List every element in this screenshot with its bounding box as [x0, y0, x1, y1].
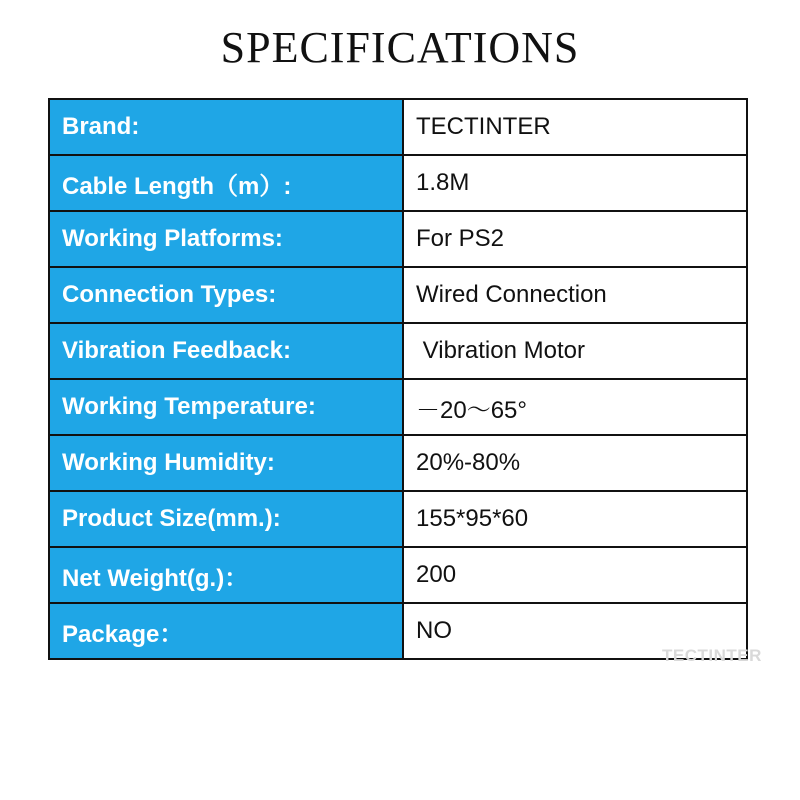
spec-label-working-humidity: Working Humidity: [49, 435, 403, 491]
spec-label-working-temperature: Working Temperature: [49, 379, 403, 435]
spec-label-product-size: Product Size(mm.): [49, 491, 403, 547]
table-row [49, 603, 747, 659]
spec-label-net-weight: Net Weight(g.)： [49, 547, 403, 603]
spec-label-connection-types: Connection Types: [49, 267, 403, 323]
table-row [49, 323, 747, 379]
specifications-table [48, 98, 748, 660]
spec-value-brand: TECTINTER [403, 99, 747, 155]
table-row [49, 379, 747, 435]
table-row [49, 547, 747, 603]
table-row [49, 435, 747, 491]
spec-label-vibration-feedback: Vibration Feedback: [49, 323, 403, 379]
spec-label-working-platforms: Working Platforms: [49, 211, 403, 267]
spec-value-vibration-feedback: Vibration Motor [403, 323, 747, 379]
table-row [49, 491, 747, 547]
page-title: SPECIFICATIONS [220, 23, 580, 72]
table-row [49, 155, 747, 211]
spec-label-package: Package： [49, 603, 403, 659]
table-row [49, 267, 747, 323]
spec-label-cable-length: Cable Length（m）: [49, 155, 403, 211]
spec-value-package: NO [403, 603, 747, 659]
spec-value-net-weight: 200 [403, 547, 747, 603]
table-row [49, 99, 747, 155]
spec-value-working-temperature: －20～65° [403, 379, 747, 435]
spec-value-product-size: 155*95*60 [403, 491, 747, 547]
spec-value-connection-types: Wired Connection [403, 267, 747, 323]
spec-value-working-platforms: For PS2 [403, 211, 747, 267]
brand-watermark: TECTINTER [662, 646, 762, 665]
spec-value-working-humidity: 20%-80% [403, 435, 747, 491]
spec-value-cable-length: 1.8M [403, 155, 747, 211]
table-row [49, 211, 747, 267]
spec-label-brand: Brand: [49, 99, 403, 155]
